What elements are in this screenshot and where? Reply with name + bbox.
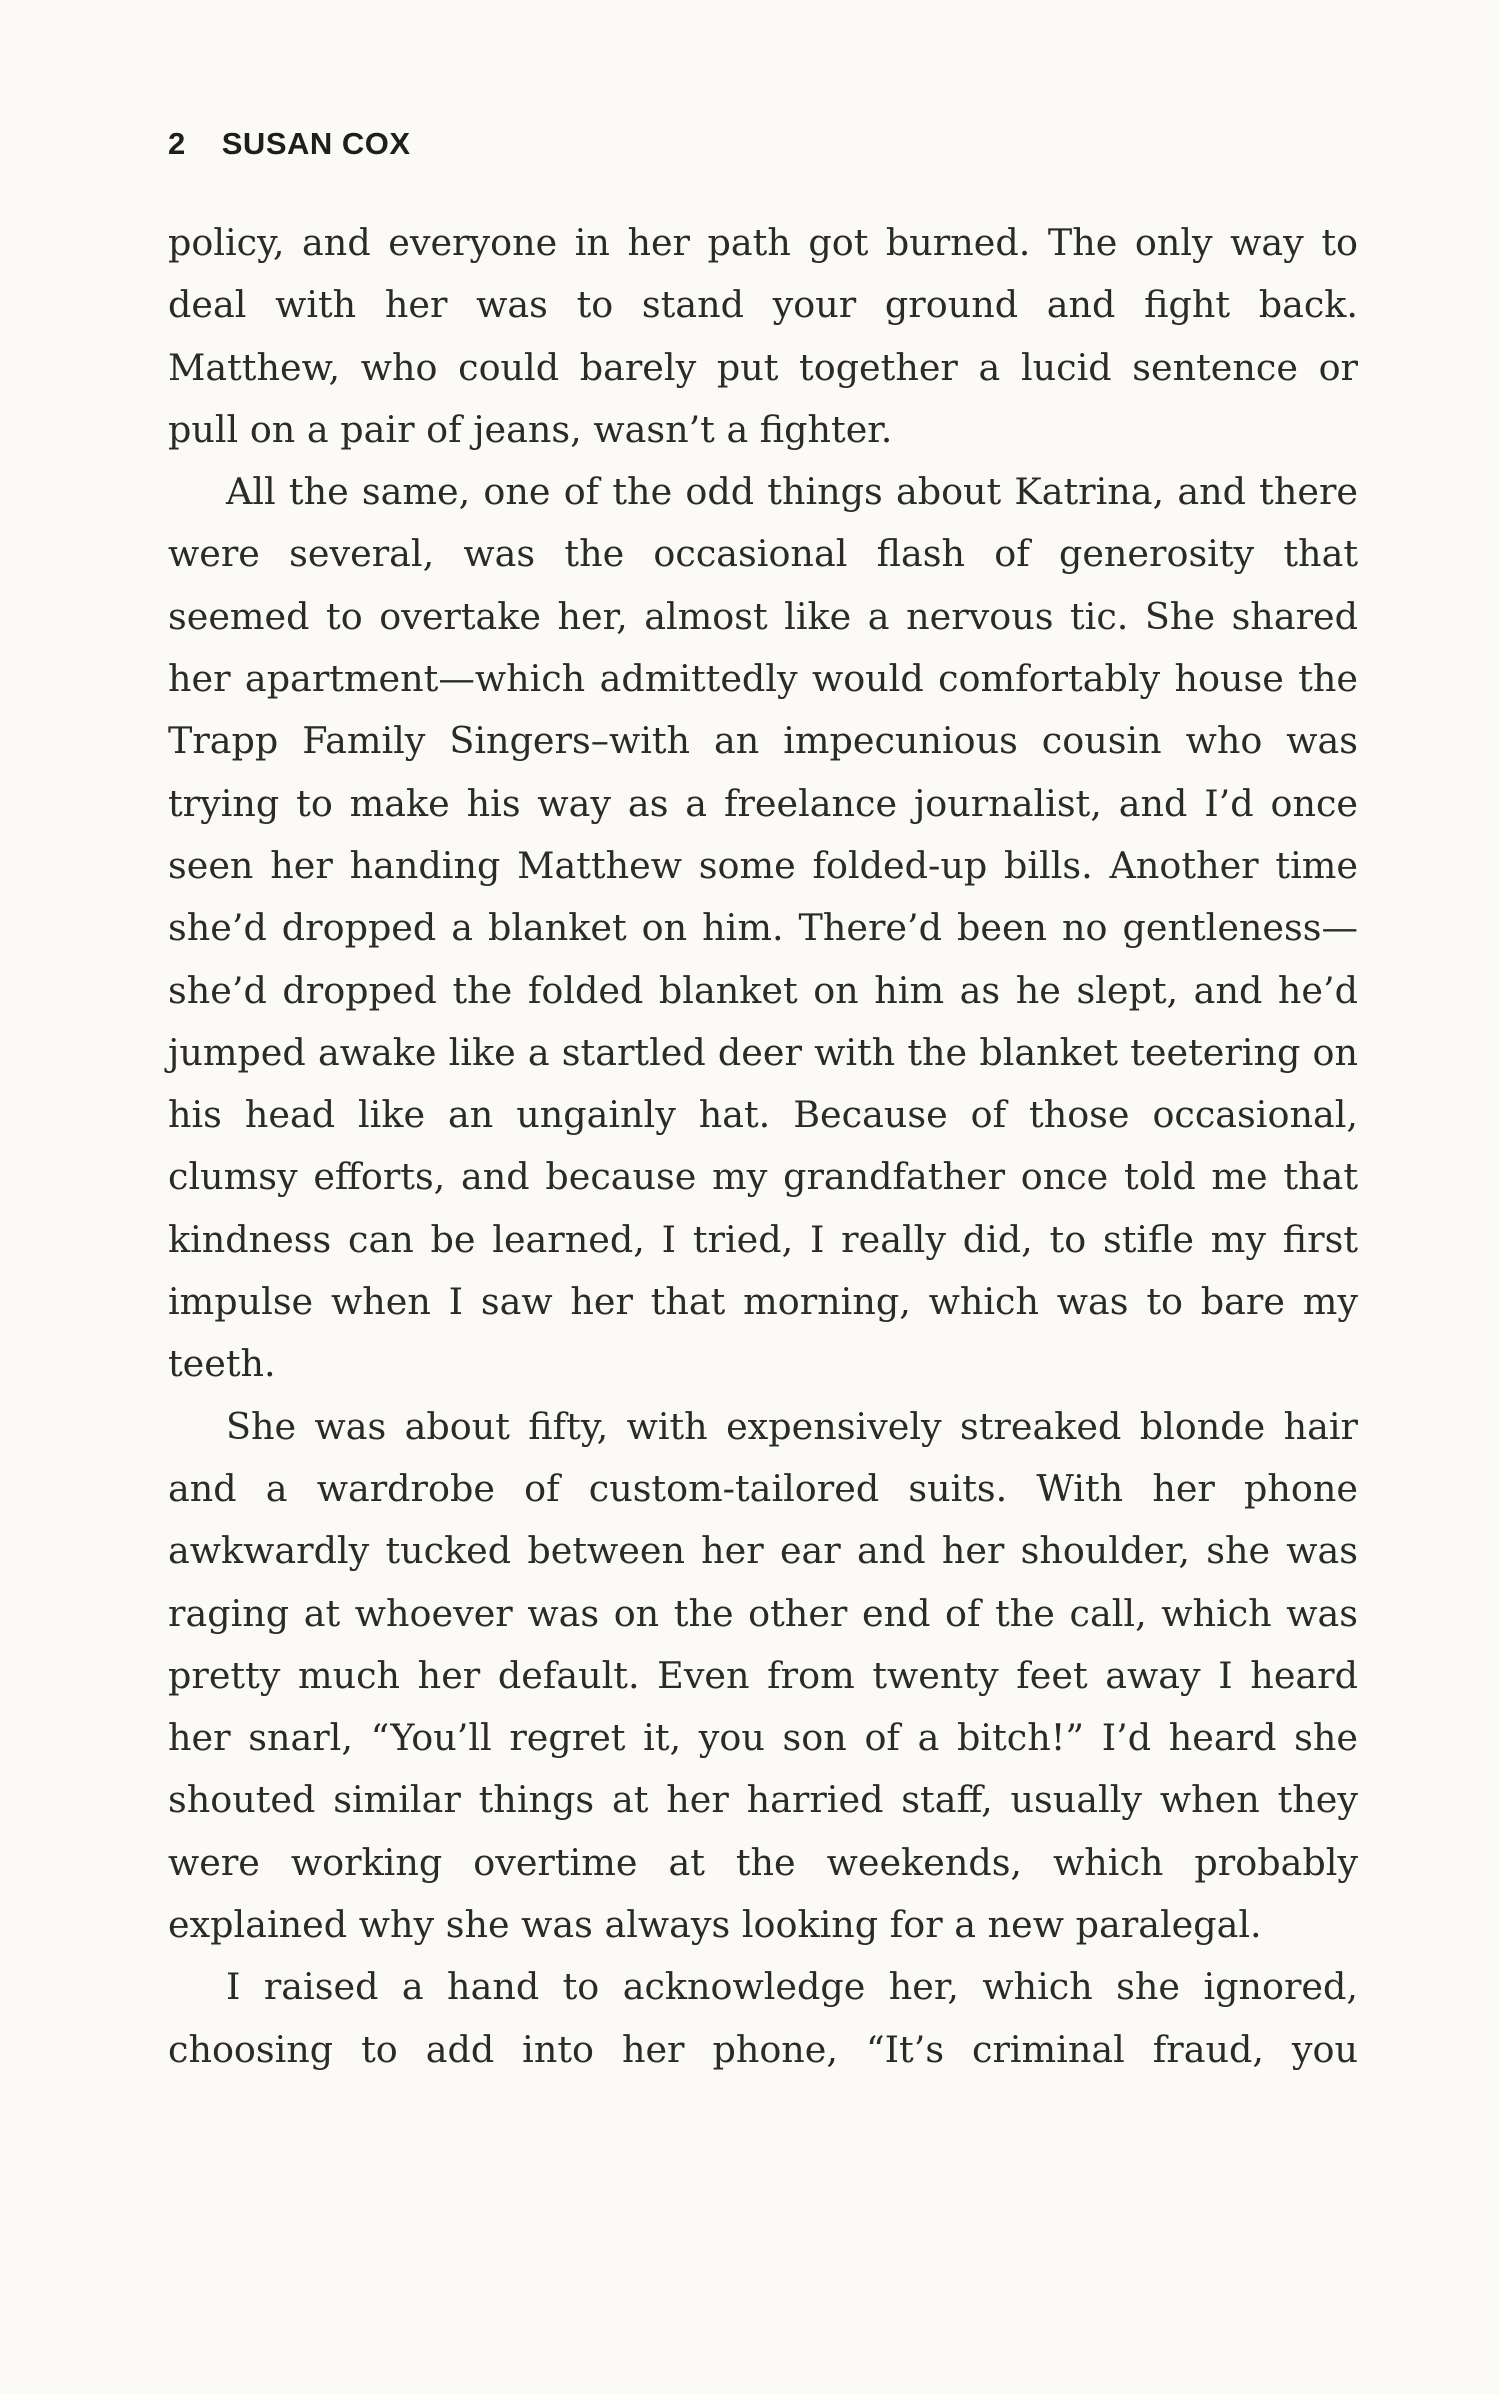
paragraph: All the same, one of the odd things about Katrina, and there were several, was the occasional flash of generosity that seemed to overtake her, almost like a nervous tic. She shared her apartment—which admittedly would comfortably house the Trapp Family Singers–with an impecunious cousin who was trying to make his way as a freelance journalist, and I’d once seen her handing Matthew some folded-up bills. Another time she’d dropped a blanket on him. There’d been no gentleness—she’d dropped the folded blanket on him as he slept, and he’d jumped awake like a startled deer with the blanket teetering on his head like an ungainly hat. Because of those occasional, clumsy efforts, and because my grandfather once told me that kindness can be learned, I tried, I really did, to stifle my first impulse when I saw her that morning, which was to bare my teeth. bbox=[168, 470, 1358, 1386]
paragraph: I raised a hand to acknowledge her, which she ignored, choosing to add into her phone, “It’s criminal fraud, you bbox=[168, 1965, 1358, 2071]
paragraph: She was about fifty, with expensively streaked blonde hair and a wardrobe of custom-tailored suits. With her phone awkwardly tucked between her ear and her shoulder, she was raging at whoever was on the other end of the call, which was pretty much her default. Even from twenty feet away I heard her snarl, “You’ll regret it, you son of a bitch!” I’d heard she shouted similar things at her harried staff, usually when they were working overtime at the weekends, which probably explained why she was always looking for a new paralegal. bbox=[168, 1404, 1358, 1947]
paragraph-continuation: policy, and everyone in her path got burned. The only way to deal with her was to stand your ground and fight back. Matthew, who could barely put together a lucid sentence or pull on a pair of jeans, wasn’t a fighter. bbox=[168, 221, 1358, 451]
running-head bbox=[168, 126, 411, 162]
page-number: 2 bbox=[168, 126, 186, 161]
body-text bbox=[168, 212, 1358, 2081]
author-name: SUSAN COX bbox=[221, 126, 411, 161]
